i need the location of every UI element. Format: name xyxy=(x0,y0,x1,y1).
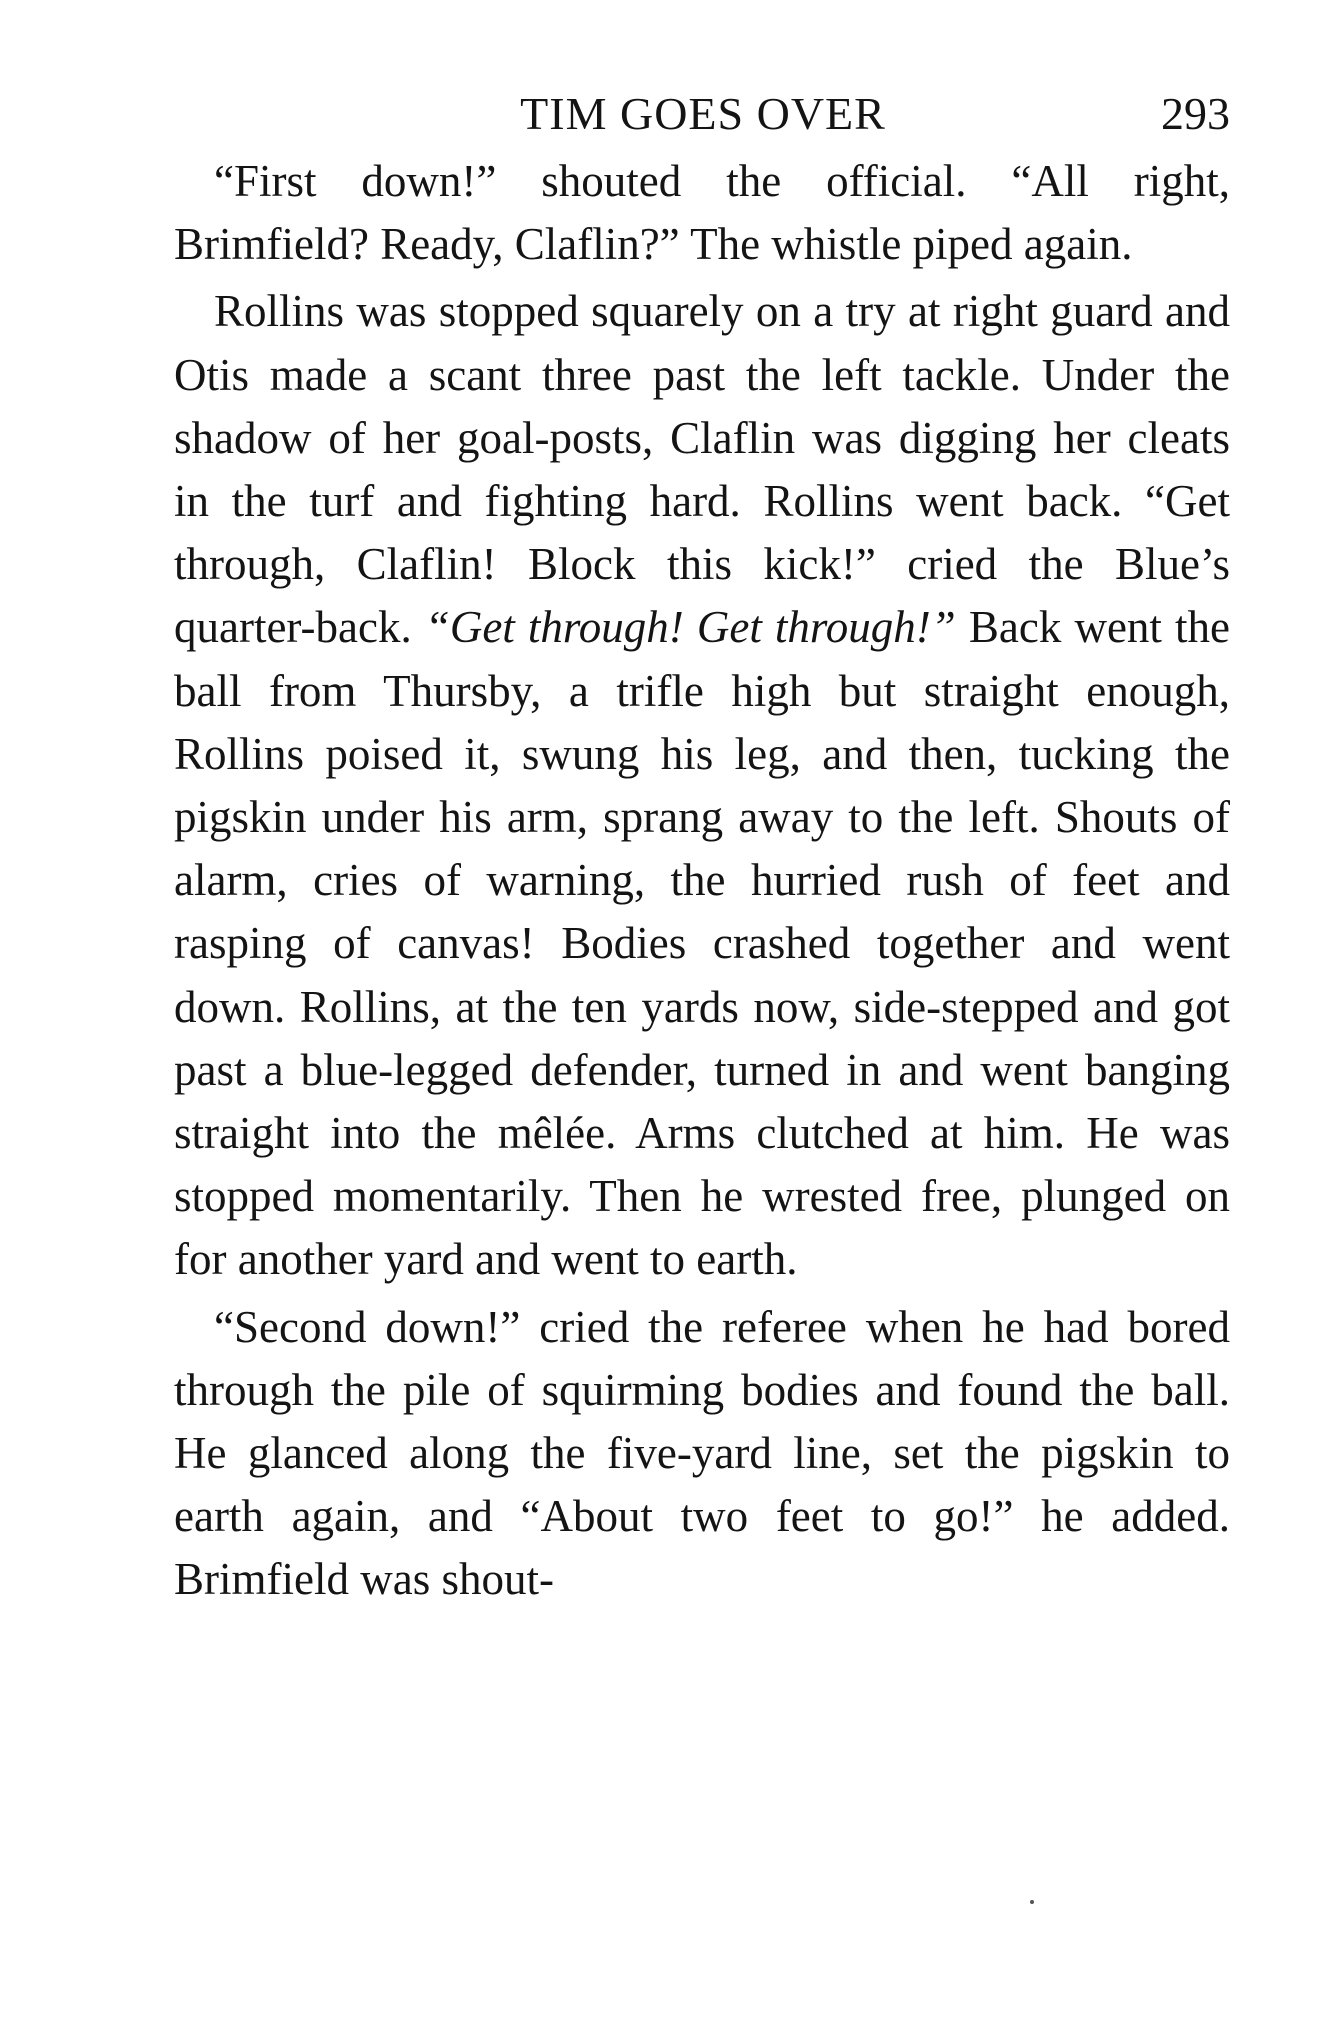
print-speck xyxy=(1030,1900,1034,1904)
page-number: 293 xyxy=(1161,88,1230,139)
paragraph-2 xyxy=(174,280,1230,1291)
paragraph-2-part-1: Rollins was stopped squarely on a try at right guard and Otis made a scant three past the left tackle. Under the shadow of her goal-posts, Claflin was digging her cleats in the turf and fighting hard. Rollins went back. “Get through, Claflin! Block this kick!” cried the Blue’s quarter-back. xyxy=(174,286,1230,653)
paragraph-1: “First down!” shouted the official. “All right, Brimfield? Ready, Claflin?” The whistle piped again. xyxy=(174,156,1230,270)
paragraph-3: “Second down!” cried the referee when he had bored through the pile of squirming bodies and found the ball. He glanced along the five-yard line, set the pigskin to earth again, and “About two feet to go!” he added. Brimfield was shout- xyxy=(174,1301,1230,1605)
paragraph-2-part-2: Back went the ball from Thursby, a trifle high but straight enough, Rollins poised it, swung his leg, and then, tucking the pigskin under his arm, sprang away to the left. Shouts of alarm, cries of warning, the hurried rush of feet and rasping of canvas! Bodies crashed together and went down. Rollins, at the ten yards now, side-stepped and got past a blue-legged defender, turned in and went banging straight into the mêlée. Arms clutched at him. He was stopped momentarily. Then he wrested free, plunged on for another yard and went to earth. xyxy=(174,602,1231,1285)
running-head xyxy=(176,84,1230,144)
body-text xyxy=(174,150,1230,1616)
running-title: TIM GOES OVER xyxy=(520,88,886,139)
paragraph-2-italic: “Get through! Get through!” xyxy=(424,602,956,653)
